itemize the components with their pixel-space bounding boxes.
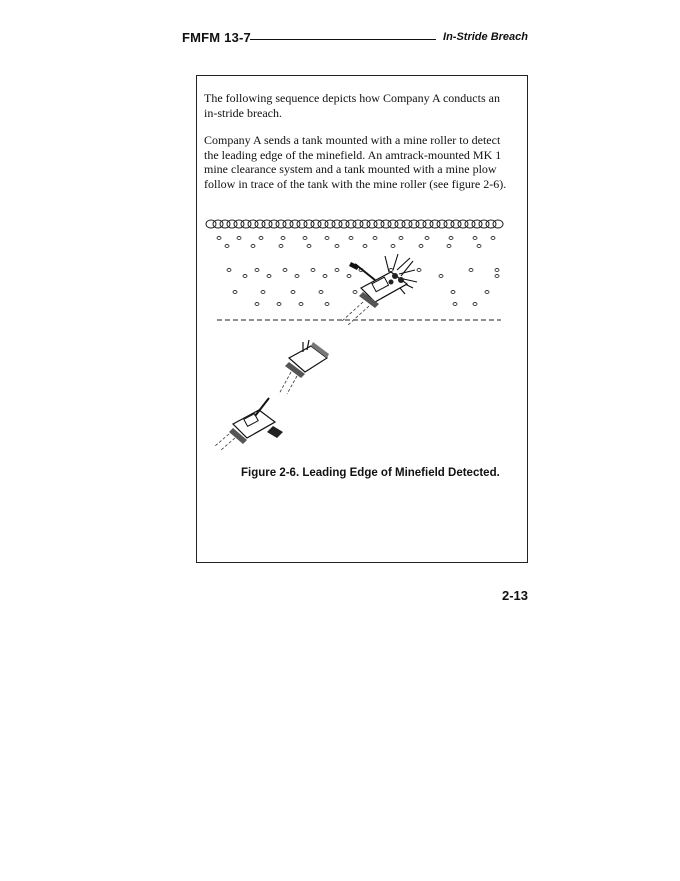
mine-marker (399, 237, 403, 240)
intro-paragraph: The following sequence depicts how Company A conducts an in-stride breach. (204, 91, 500, 120)
mine-marker (299, 303, 303, 306)
mine-marker (335, 245, 339, 248)
mine-marker (323, 275, 327, 278)
mine-marker (307, 245, 311, 248)
mine-marker (419, 245, 423, 248)
mine-marker (477, 245, 481, 248)
mine-marker (473, 303, 477, 306)
description-paragraph: Company A sends a tank mounted with a mine roller to detect the leading edge of the minefield. An amtrack-mounted MK 1 mine clearance system and a tank mounted with a mine plow follow in trace of the tank with the mine roller (see figure 2-6). (204, 133, 507, 191)
section-title: In-Stride Breach (443, 31, 528, 43)
mine-marker (237, 237, 241, 240)
mine-marker (259, 237, 263, 240)
mine-marker (451, 291, 455, 294)
header-rule (250, 39, 436, 40)
mine-marker (391, 245, 395, 248)
mines (217, 237, 499, 306)
mine-marker (319, 291, 323, 294)
mine-roller-tank-icon (341, 254, 417, 326)
concertina-wire (206, 220, 503, 228)
mine-marker (325, 237, 329, 240)
page-number: 2-13 (501, 588, 528, 603)
mine-marker (425, 237, 429, 240)
mine-marker (495, 275, 499, 278)
mine-marker (283, 269, 287, 272)
mine-marker (225, 245, 229, 248)
amtrack-vehicle-icon (279, 340, 329, 394)
mine-marker (447, 245, 451, 248)
mine-marker (295, 275, 299, 278)
mine-marker (255, 303, 259, 306)
mine-marker (353, 291, 357, 294)
mine-marker (495, 269, 499, 272)
mine-marker (255, 269, 259, 272)
mine-marker (373, 237, 377, 240)
mine-marker (439, 275, 443, 278)
mine-plow-tank-icon (215, 398, 283, 450)
figure-caption: Figure 2-6. Leading Edge of Minefield Detected. (241, 467, 500, 479)
mine-marker (453, 303, 457, 306)
mine-marker (311, 269, 315, 272)
mine-marker (217, 237, 221, 240)
document-id: FMFM 13-7 (182, 30, 251, 45)
mine-marker (349, 237, 353, 240)
mine-marker (279, 245, 283, 248)
mine-marker (277, 303, 281, 306)
mine-marker (473, 237, 477, 240)
mine-marker (469, 269, 473, 272)
mine-marker (347, 275, 351, 278)
mine-marker (267, 275, 271, 278)
mine-marker (485, 291, 489, 294)
mine-marker (335, 269, 339, 272)
mine-marker (261, 291, 265, 294)
mine-marker (303, 237, 307, 240)
mine-marker (251, 245, 255, 248)
mine-marker (417, 269, 421, 272)
mine-marker (325, 303, 329, 306)
mine-marker (491, 237, 495, 240)
running-header (182, 30, 528, 48)
mine-marker (281, 237, 285, 240)
mine-marker (233, 291, 237, 294)
minefield-illustration (205, 214, 511, 464)
mine-marker (243, 275, 247, 278)
mine-marker (449, 237, 453, 240)
mine-marker (389, 269, 393, 272)
mine-marker (291, 291, 295, 294)
mine-marker (227, 269, 231, 272)
mine-marker (363, 245, 367, 248)
